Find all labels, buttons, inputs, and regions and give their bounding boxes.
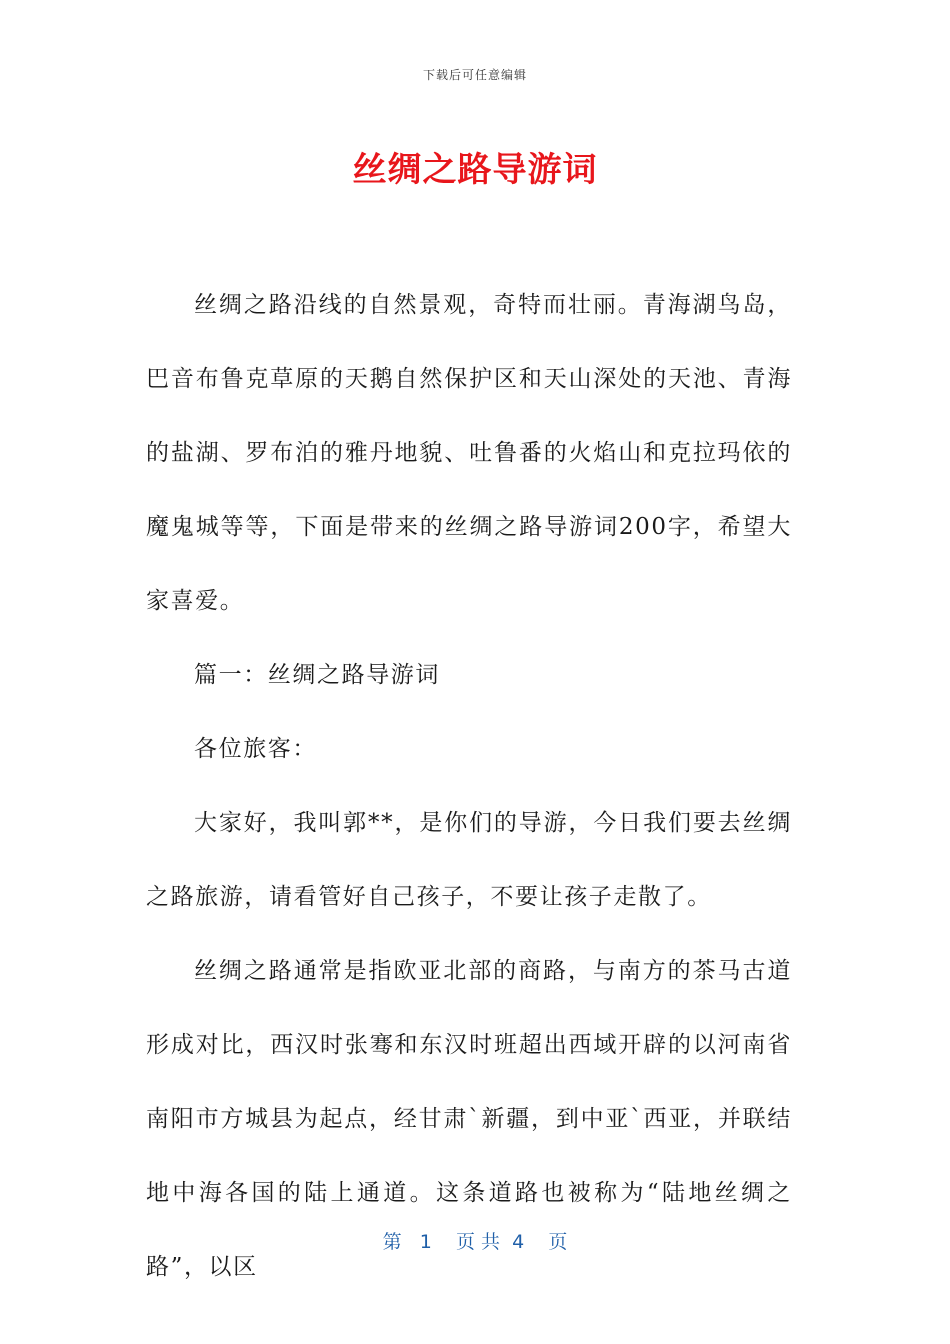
document-body: [146, 268, 792, 1304]
paragraph-salutation: 各位旅客：: [194, 736, 317, 762]
page-number-footer: 第 1 页 共 4 页: [382, 1231, 568, 1253]
paragraph-intro: 丝绸之路沿线的自然景观，奇特而壮丽。青海湖鸟岛，巴音布鲁克草原的天鹅自然保护区和天山深处的天池、青海的盐湖、罗布泊的雅丹地貌、吐鲁番的火焰山和克拉玛依的魔鬼城等等，下面是带来的丝绸之路导游词200字，希望大家喜爱。: [146, 292, 792, 614]
paragraph-silk-road-description: 丝绸之路通常是指欧亚北部的商路，与南方的茶马古道形成对比，西汉时张骞和东汉时班超出西域开辟的以河南省南阳市方城县为起点，经甘肃`新疆，到中亚`西亚，并联结地中海各国的陆上通道。这条道路也被称为“陆地丝绸之路”，以区: [146, 958, 792, 1280]
header-note: 下载后可任意编辑: [422, 68, 527, 82]
document-title: 丝绸之路导游词: [352, 150, 598, 190]
paragraph-section-heading: 篇一：丝绸之路导游词: [194, 662, 440, 688]
paragraph-greeting: 大家好，我叫郭**，是你们的导游，今日我们要去丝绸之路旅游，请看管好自己孩子，不要让孩子走散了。: [146, 810, 792, 910]
